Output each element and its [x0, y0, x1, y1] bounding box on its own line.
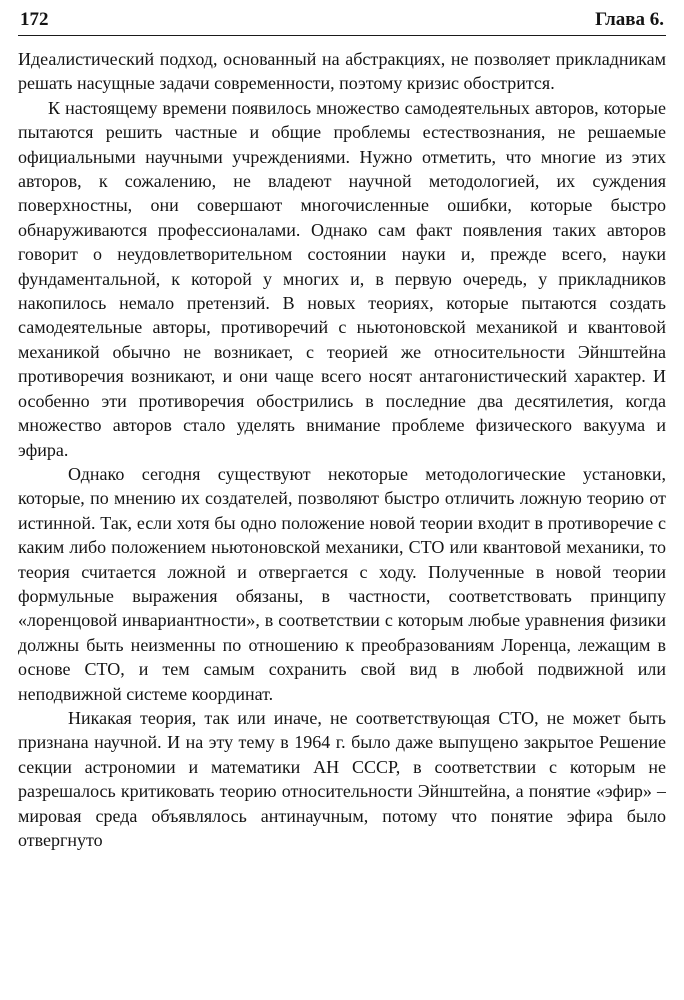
chapter-title: Глава 6. [595, 9, 664, 30]
paragraph-2: К настоящему времени появилось множество самодеятельных авторов, которые пытаются решить частные и общие проблемы естествознания, не решаемые официальными научными учреждениями. Нужно отметить, что многие из этих авторов, к сожалению, не владеют научной методологией, их суждения поверхностны, они совершают многочисленные ошибки, которые быстро обнаруживаются профессионалами. Однако сам факт появления таких авторов говорит о неудовлетворительном состоянии науки и, прежде всего, науки фундаментальной, к которой у многих и, в первую очередь, у прикладников накопилось немало претензий. В новых теориях, которые пытаются создать самодеятельные авторы, противоречий с ньютоновской механикой и квантовой механикой обычно не возникает, с теорией же относительности Эйнштейна противоречия возникают, и они чаще всего носят антагонистический характер. И особенно эти противоречия обострились в последние два десятилетия, когда множество авторов стало уделять внимание проблеме физического вакуума и эфира. [18, 97, 666, 460]
paragraph-4: Никакая теория, так или иначе, не соответствующая СТО, не может быть признана научной. И на эту тему в 1964 г. было даже выпущено закрытое Решение секции астрономии и математики АН СССР, в соответствии с которым не разрешалось критиковать теорию относительности Эйнштейна, а понятие «эфир» – мировая среда объявлялось антинаучным, потому что понятие эфира было отвергнуто [18, 707, 666, 850]
page-number: 172 [20, 9, 49, 30]
body-text [18, 47, 666, 852]
paragraph-1: Идеалистический подход, основанный на абстракциях, не позволяет прикладникам решать насущные задачи современности, поэтому кризис обострится. [18, 49, 666, 94]
running-header [18, 8, 666, 36]
book-page [18, 8, 666, 992]
paragraph-3: Однако сегодня существуют некоторые методологические установки, которые, по мнению их создателей, позволяют быстро отличить ложную теорию от истинной. Так, если хотя бы одно положение новой теории входит в противоречие с каким либо положением ньютоновской механики, СТО или квантовой механики, то теория считается ложной и отвергается с ходу. Полученные в новой теории формульные выражения обязаны, в частности, соответствовать принципу «лоренцовой инвариантности», в соответствии с которым любые уравнения физики должны быть неизменны по отношению к преобразованиям Лоренца, лежащим в основе СТО, и тем самым сохранить свой вид в любой подвижной или неподвижной системе координат. [18, 463, 666, 704]
